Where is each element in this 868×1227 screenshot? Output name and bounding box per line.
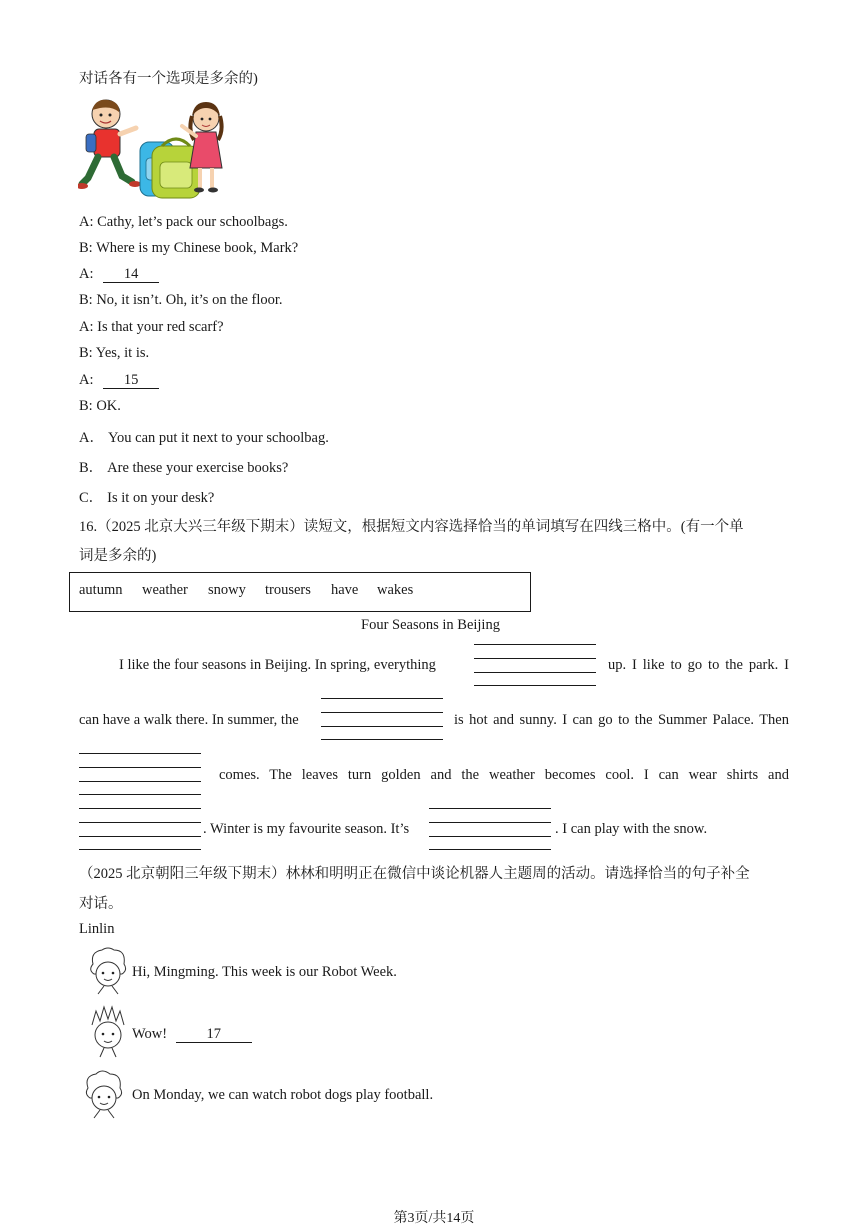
question-16-instruction: 16.（2025 北京大兴三年级下期末）读短文，根据短文内容选择恰当的单词填写在四线三格中。(有一个单 [79, 519, 744, 535]
word-bank-item: weather [142, 582, 188, 598]
passage-text: comes. The leaves turn golden and the weather becomes cool. I can wear shirts and [219, 767, 789, 783]
answer-blank-15[interactable]: 15 [103, 373, 159, 389]
girl-face-icon [84, 946, 130, 996]
passage-text: is hot and sunny. I can go to the Summer Palace. Then [454, 712, 789, 728]
word-bank-item: snowy [208, 582, 246, 598]
speaker-name: Linlin [79, 921, 115, 937]
word-bank-item: trousers [265, 582, 311, 598]
dialogue-line: A: 14 [79, 266, 159, 283]
girl-face-icon [78, 1068, 128, 1120]
passage-text: up. I like to go to the park. I [608, 657, 789, 673]
children-schoolbags-illustration [78, 96, 228, 200]
passage-text: . Winter is my favourite season. It’s [203, 821, 410, 837]
dialogue-line: B: Yes, it is. [79, 345, 150, 361]
word-bank-item: have [331, 582, 359, 598]
question-16-instruction-cont: 词是多余的) [79, 548, 157, 564]
dialogue-line: A: Is that your red scarf? [79, 319, 224, 335]
dialogue-line: A: Cathy, let’s pack our schoolbags. [79, 214, 288, 230]
option-item[interactable]: B． Are these your exercise books? [79, 460, 289, 476]
word-bank-box [69, 572, 531, 612]
question-17-instruction: （2025 北京朝阳三年级下期末）林林和明明正在微信中谈论机器人主题周的活动。请选择恰当的句子补全 [79, 866, 750, 882]
chat-message: Hi, Mingming. This week is our Robot Week. [132, 964, 397, 980]
question-17-instruction-cont: 对话。 [79, 896, 123, 912]
dialogue-line: B: OK. [79, 398, 121, 414]
option-item[interactable]: C． Is it on your desk? [79, 490, 215, 506]
boy-figure [78, 100, 141, 189]
instruction-text: 对话各有一个选项是多余的) [79, 71, 258, 87]
chat-message: Wow! 17 [132, 1026, 252, 1043]
passage-text: I like the four seasons in Beijing. In spring, everything [119, 657, 436, 673]
answer-blank-17[interactable]: 17 [176, 1027, 252, 1043]
answer-blank-14[interactable]: 14 [103, 267, 159, 283]
page-footer: 第3页/共14页 [393, 1211, 475, 1226]
passage-title: Four Seasons in Beijing [361, 617, 500, 633]
passage-text: can have a walk there. In summer, the [79, 712, 299, 728]
dialogue-line: B: No, it isn’t. Oh, it’s on the floor. [79, 292, 283, 308]
word-bank-item: wakes [377, 582, 414, 598]
word-bank-item: autumn [79, 582, 123, 598]
passage-text: . I can play with the snow. [555, 821, 708, 837]
option-item[interactable]: A． You can put it next to your schoolbag. [79, 430, 329, 446]
boy-face-icon [84, 1005, 130, 1059]
dialogue-line: B: Where is my Chinese book, Mark? [79, 240, 299, 256]
chat-message: On Monday, we can watch robot dogs play football. [132, 1087, 434, 1103]
dialogue-line: A: 15 [79, 372, 159, 389]
